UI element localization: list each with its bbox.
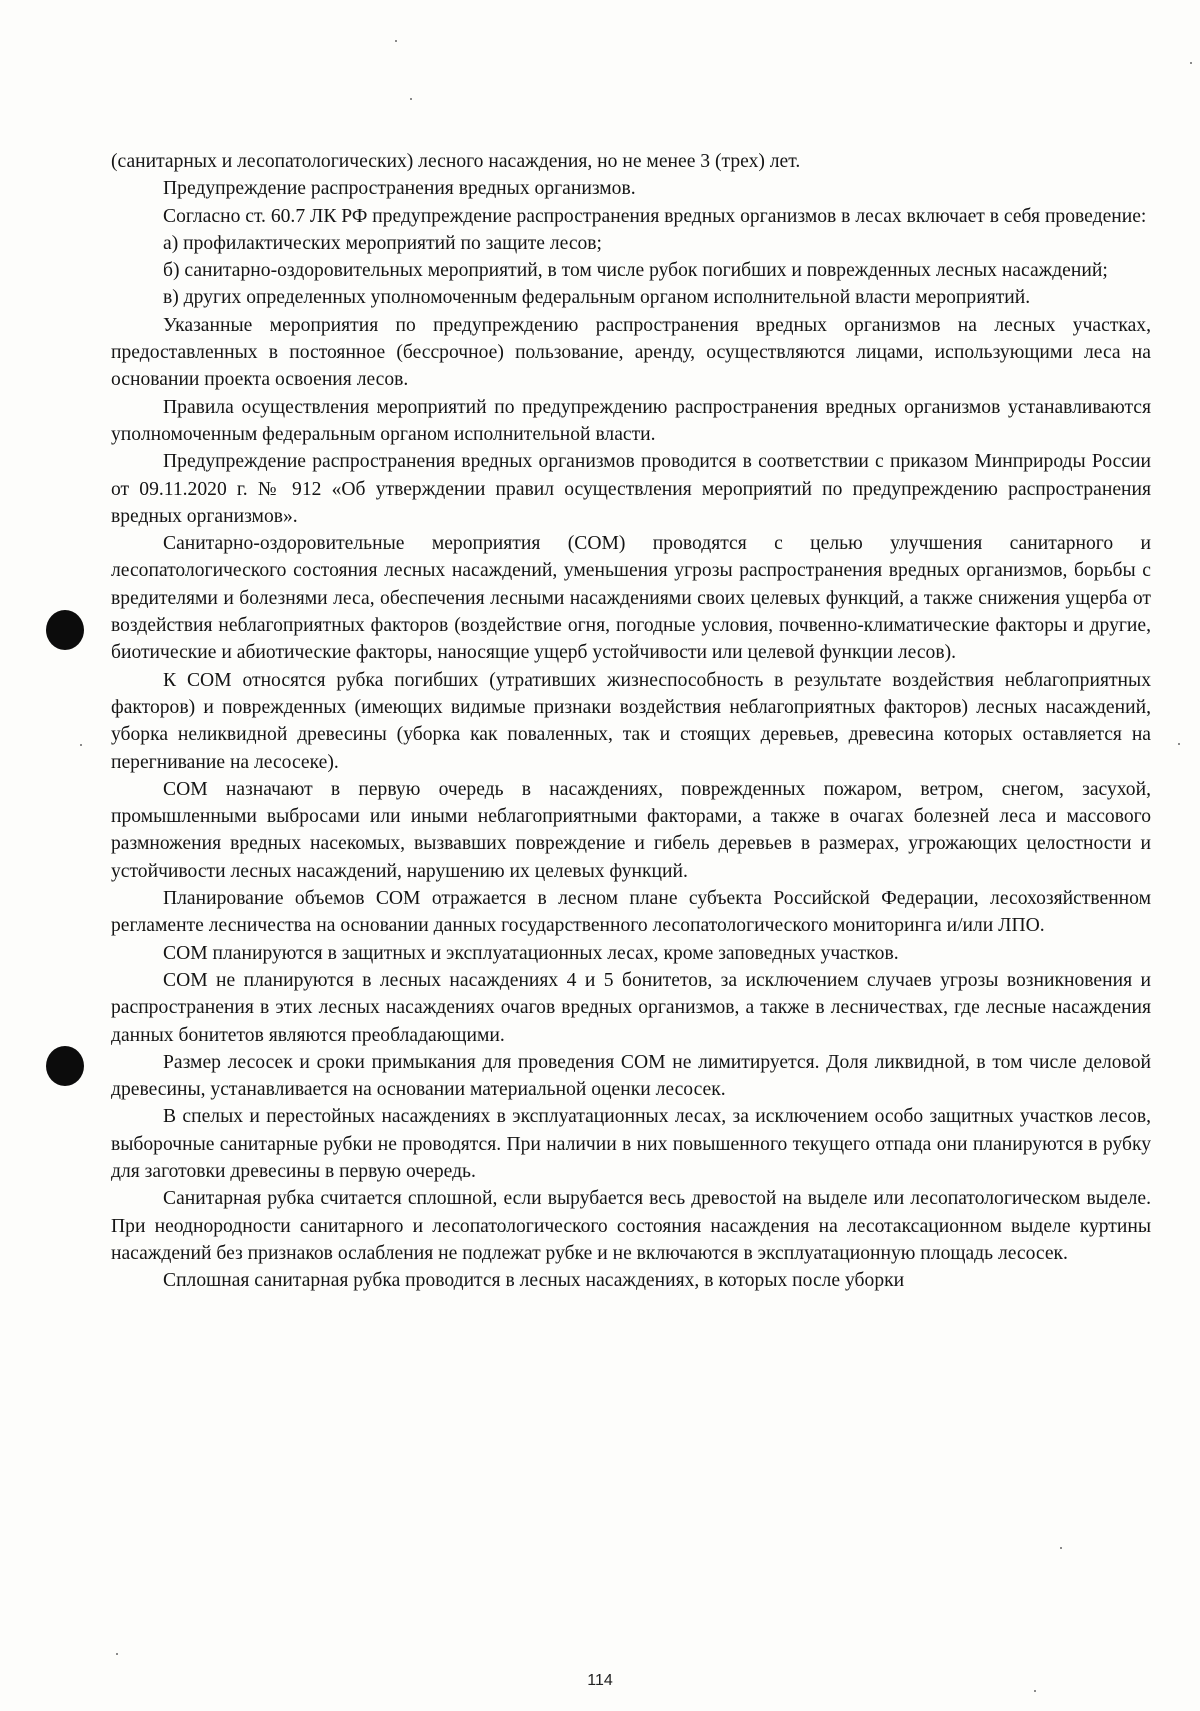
scan-speck (1060, 1547, 1062, 1549)
punch-hole (46, 610, 84, 650)
scan-speck (1178, 743, 1180, 745)
punch-hole (46, 1046, 84, 1086)
paragraph: Указанные мероприятия по предупреждению распространения вредных организмов на лесных участках, предоставленных в постоянное (бессрочное) пользование, аренду, осуществляются лицами, использующими леса на основании проекта освоения лесов. (111, 314, 1151, 391)
scan-speck (1034, 1690, 1036, 1692)
paragraph: К СОМ относятся рубка погибших (утративших жизнеспособность в результате воздействия неблагоприятных факторов) и поврежденных (имеющих видимые признаки воздействия неблагоприятных факторов) лесных насаждений, уборка неликвидной древесины (уборка как поваленных, так и стоящих деревьев, древесина которых оставляется на перегнивание на лесосеке). (111, 669, 1151, 773)
paragraph: СОМ назначают в первую очередь в насаждениях, поврежденных пожаром, ветром, снегом, засухой, промышленными выбросами или иными неблагоприятными факторами, а также в очагах болезней леса и массового размножения вредных насекомых, вызвавших повреждение и гибель деревьев в размерах, угрожающих целостности и устойчивости лесных насаждений, нарушению их целевых функций. (111, 778, 1151, 882)
paragraph: Сплошная санитарная рубка проводится в лесных насаждениях, в которых после уборки (163, 1270, 905, 1292)
paragraph-heading: Предупреждение распространения вредных организмов. (163, 178, 636, 200)
page-number: 114 (587, 1672, 613, 1689)
paragraph: Санитарно-оздоровительные мероприятия (СОМ) проводятся с целью улучшения санитарного и лесопатологического состояния лесных насаждений, уменьшения угрозы распространения вредных организмов, борьбы с вредителями и болезнями леса, обеспечения лесными насаждениями своих целевых функций, а также снижения ущерба от воздействия неблагоприятных факторов (воздействие огня, погодные условия, почвенно-климатические факторы и другие, биотические и абиотические факторы, наносящие ущерб устойчивости или целевой функции лесов). (111, 533, 1151, 664)
scan-speck (410, 98, 412, 100)
paragraph: СОМ планируются в защитных и эксплуатационных лесах, кроме заповедных участков. (163, 942, 899, 964)
paragraph: СОМ не планируются в лесных насаждениях 4 и 5 бонитетов, за исключением случаев угрозы возникновения и распространения в этих лесных насаждениях очагов вредных организмов, а также в лесничествах, где лесные насаждения данных бонитетов являются преобладающими. (111, 969, 1151, 1046)
list-item: б) санитарно-оздоровительных мероприятий, в том числе рубок погибших и поврежденных лесных насаждений; (163, 260, 1108, 282)
paragraph: В спелых и перестойных насаждениях в эксплуатационных лесах, за исключением особо защитных участков лесов, выборочные санитарные рубки не проводятся. При наличии в них повышенного текущего отпада они планируются в рубку для заготовки древесины в первую очередь. (111, 1106, 1151, 1182)
paragraph: Согласно ст. 60.7 ЛК РФ предупреждение распространения вредных организмов в лесах включает в себя проведение: (163, 205, 1147, 227)
scan-speck (1190, 62, 1192, 64)
paragraph: Размер лесосек и сроки примыкания для проведения СОМ не лимитируется. Доля ликвидной, в том числе деловой древесины, устанавливается на основании материальной оценки лесосек. (111, 1051, 1151, 1101)
paragraph: Планирование объемов СОМ отражается в лесном плане субъекта Российской Федерации, лесохозяйственном регламенте лесничества на основании данных государственного лесопатологического мониторинга и/или ЛПО. (111, 888, 1151, 937)
paragraph: Санитарная рубка считается сплошной, если вырубается весь древостой на выделе или лесопатологическом выделе. При неоднородности санитарного и лесопатологического состояния насаждения на лесотаксационном выделе куртины насаждений без признаков ослабления не подлежат рубке и не включаются в эксплуатационную площадь лесосек. (111, 1188, 1151, 1264)
list-item: а) профилактических мероприятий по защите лесов; (163, 232, 603, 254)
scan-speck (80, 744, 82, 746)
list-item: в) других определенных уполномоченным федеральным органом исполнительной власти мероприятий. (163, 287, 1031, 309)
paragraph: (санитарных и лесопатологических) лесного насаждения, но не менее 3 (трех) лет. (111, 151, 801, 172)
paragraph: Предупреждение распространения вредных организмов проводится в соответствии с приказом Минприроды России от 09.11.2020 г. № 912 «Об утверждении правил осуществления мероприятий по предупреждению распространения вредных организмов». (111, 451, 1151, 527)
paragraph: Правила осуществления мероприятий по предупреждению распространения вредных организмов устанавливаются уполномоченным федеральным органом исполнительной власти. (111, 396, 1151, 445)
scan-speck (395, 40, 397, 42)
body-text (111, 148, 1151, 1294)
scan-speck (116, 1653, 118, 1655)
